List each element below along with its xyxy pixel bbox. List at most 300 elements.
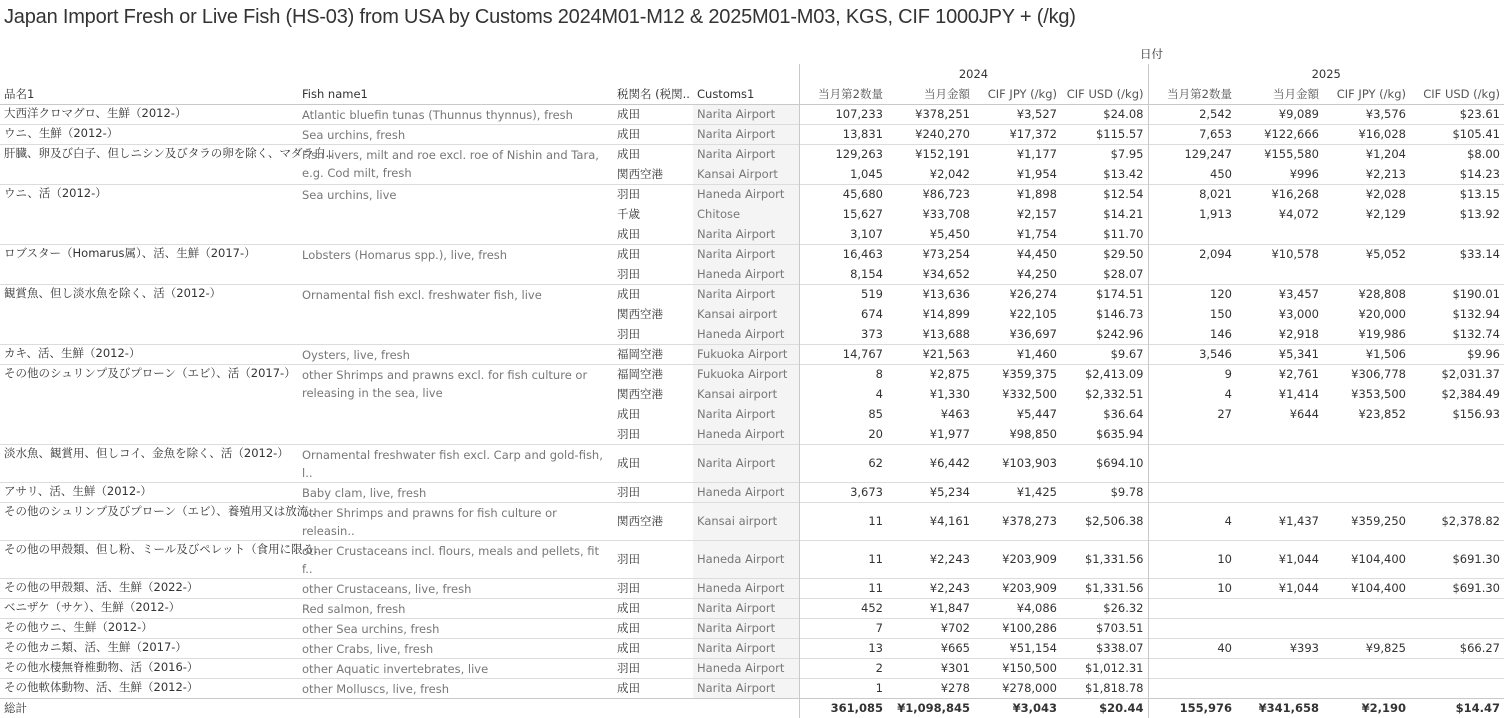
table-row[interactable] (0, 144, 1504, 164)
customs-jp-cell: 羽田 (613, 482, 693, 502)
col-header-amount-2024[interactable]: 当月金額 (887, 84, 974, 104)
value-cell: ¥393 (1236, 638, 1323, 658)
value-cell: $2,332.51 (1084, 387, 1144, 401)
value-cell: $36.64 (1103, 407, 1144, 421)
customs-jp-cell: 千歳 (617, 207, 640, 221)
value-cell: 129,263 (799, 144, 887, 164)
value-cell (1236, 424, 1323, 444)
value-cell: ¥3,527 (974, 104, 1061, 124)
customs-jp-cell: 羽田 (613, 184, 693, 204)
col-header-customs-en[interactable]: Customs1 (693, 84, 799, 104)
value-cell: ¥278 (887, 678, 974, 698)
customs-jp-cell: 成田 (613, 244, 693, 264)
grand-total-value: ¥3,043 (974, 698, 1061, 718)
value-cell: $11.70 (1103, 226, 1144, 241)
value-cell: 11 (799, 578, 887, 598)
item-name-cell: その他のシュリンプ及びプローン（エビ）、活（2017-） (0, 364, 298, 444)
value-cell: 20 (799, 424, 887, 444)
value-cell: ¥306,778 (1323, 364, 1410, 384)
item-name-cell: 観賞魚、但し淡水魚を除く、活（2012-） (0, 284, 298, 344)
customs-jp-cell: 羽田 (613, 540, 693, 578)
item-name-cell: 肝臓、卵及び白子、但しニシン及びタラの卵を除く、マダラ白.. (0, 144, 298, 184)
value-cell: 45,680 (799, 184, 887, 204)
col-header-fish[interactable]: Fish name1 (298, 84, 613, 104)
value-cell: ¥665 (887, 638, 974, 658)
value-cell (1323, 598, 1410, 618)
value-cell: ¥2,042 (929, 166, 970, 181)
value-cell: $29.50 (1061, 244, 1148, 264)
value-cell (1236, 618, 1323, 638)
value-cell: 8,021 (1148, 184, 1236, 204)
item-name-cell: ロブスター（Homarus属）、活、生鮮（2017-） (0, 244, 298, 284)
value-cell: 3,546 (1148, 344, 1236, 364)
value-cell: 2,094 (1148, 244, 1236, 264)
value-cell: $132.94 (1452, 307, 1500, 321)
value-cell: ¥4,072 (1278, 207, 1319, 221)
value-cell: 519 (799, 284, 887, 304)
value-cell (1148, 598, 1236, 618)
customs-jp-cell: 成田 (617, 407, 640, 421)
value-cell: 8,154 (799, 264, 887, 284)
value-cell: $9.78 (1061, 482, 1148, 502)
value-cell: 16,463 (799, 244, 887, 264)
value-cell: ¥104,400 (1323, 540, 1410, 578)
value-cell: $1,331.56 (1061, 578, 1148, 598)
value-cell: ¥51,154 (974, 638, 1061, 658)
value-cell: $8.00 (1410, 144, 1504, 164)
item-name-cell: ベニザケ（サケ）、生鮮（2012-） (0, 598, 298, 618)
value-cell (1236, 598, 1323, 618)
fish-name-cell: Oysters, live, fresh (298, 344, 613, 364)
value-cell: $338.07 (1061, 638, 1148, 658)
value-cell: $115.57 (1061, 124, 1148, 144)
value-cell (1148, 224, 1236, 244)
value-cell: $24.08 (1061, 104, 1148, 124)
value-cell: ¥10,578 (1236, 244, 1323, 264)
value-cell: ¥2,243 (887, 540, 974, 578)
item-name-cell: その他の甲殻類、但し粉、ミール及びペレット（食用に限る.. (0, 540, 298, 578)
value-cell: ¥21,563 (887, 344, 974, 364)
customs-jp-cell: 成田 (613, 444, 693, 482)
value-cell: ¥20,000 (1358, 307, 1406, 321)
value-cell: ¥2,761 (1236, 364, 1323, 384)
value-cell: ¥240,270 (887, 124, 974, 144)
customs-en-cell: Narita Airport (693, 144, 799, 164)
value-cell: $12.54 (1061, 184, 1148, 204)
value-cell: ¥22,105 (1009, 307, 1057, 321)
value-cell: 674 (799, 304, 887, 324)
value-cell: ¥378,251 (887, 104, 974, 124)
customs-en-cell: Kansai airport (693, 384, 799, 404)
value-cell: $2,378.82 (1410, 502, 1504, 540)
value-cell: $691.30 (1410, 540, 1504, 578)
value-cell: ¥1,414 (1278, 387, 1319, 401)
value-cell: ¥278,000 (974, 678, 1061, 698)
value-cell: ¥150,500 (974, 658, 1061, 678)
value-cell: ¥1,044 (1236, 578, 1323, 598)
value-cell: ¥3,576 (1323, 104, 1410, 124)
customs-jp-cell: 成田 (613, 144, 693, 164)
table-row[interactable] (0, 244, 1504, 264)
customs-en-cell: Narita Airport (693, 224, 799, 244)
value-cell: ¥1,204 (1323, 144, 1410, 164)
value-cell: ¥19,986 (1358, 326, 1406, 341)
value-cell: $9.96 (1410, 344, 1504, 364)
customs-en-cell: Narita Airport (693, 638, 799, 658)
value-cell (1148, 618, 1236, 638)
fish-name-cell: Sea urchins, fresh (298, 124, 613, 144)
value-cell: $1,818.78 (1061, 678, 1148, 698)
fish-name-cell: other Aquatic invertebrates, live (298, 658, 613, 678)
customs-jp-cell: 成田 (613, 678, 693, 698)
value-cell: $242.96 (1095, 326, 1144, 341)
value-cell: $1,012.31 (1061, 658, 1148, 678)
value-cell: $132.74 (1452, 326, 1500, 341)
item-name-cell: カキ、活、生鮮（2012-） (0, 344, 298, 364)
customs-jp-cell: 羽田 (613, 658, 693, 678)
value-cell (1148, 678, 1236, 698)
value-cell (1323, 264, 1410, 284)
grand-total-value: $14.47 (1410, 698, 1504, 718)
year-header-2024: 2024 (799, 64, 1148, 84)
customs-en-cell: Chitose (693, 204, 799, 224)
customs-en-cell: Haneda Airport (693, 184, 799, 204)
value-cell: $33.14 (1410, 244, 1504, 264)
value-cell (1410, 658, 1504, 678)
col-header-cif-usd-2024[interactable]: CIF USD (/kg) (1061, 84, 1148, 104)
col-header-amount-2025[interactable]: 当月金額 (1236, 84, 1323, 104)
value-cell: 3,673 (799, 482, 887, 502)
value-cell: ¥1,847 (887, 598, 974, 618)
value-cell: $14.21 (1103, 207, 1144, 221)
fish-name-cell: other Sea urchins, fresh (298, 618, 613, 638)
value-cell: ¥4,161 (887, 502, 974, 540)
value-cell: 10 (1148, 578, 1236, 598)
value-cell: 373 (799, 324, 887, 344)
value-cell: ¥4,250 (1016, 266, 1057, 281)
item-name-cell: ウニ、活（2012-） (0, 184, 298, 244)
customs-jp-cell: 関西空港 (617, 387, 663, 401)
value-cell: ¥1,044 (1236, 540, 1323, 578)
grand-total-value: ¥1,098,845 (887, 698, 974, 718)
value-cell: $13.15 (1410, 184, 1504, 204)
value-cell (1323, 444, 1410, 482)
item-name-cell: その他水棲無脊椎動物、活（2016-） (0, 658, 298, 678)
value-cell: ¥353,500 (1351, 387, 1406, 401)
value-cell: 150 (1148, 304, 1236, 324)
value-cell: ¥1,506 (1323, 344, 1410, 364)
value-cell: 450 (1148, 164, 1236, 184)
value-cell: ¥5,052 (1323, 244, 1410, 264)
value-cell: ¥359,375 (974, 364, 1061, 384)
value-cell: ¥2,129 (1365, 207, 1406, 221)
value-cell (1323, 678, 1410, 698)
value-cell: 146 (1148, 324, 1236, 344)
value-cell: ¥33,708 (922, 207, 970, 221)
customs-en-cell: Narita Airport (693, 618, 799, 638)
col-header-qty-2024[interactable]: 当月第2数量 (799, 84, 887, 104)
fish-name-cell: Sea urchins, live (298, 184, 613, 244)
table-row[interactable] (0, 598, 1504, 618)
customs-jp-cell: 関西空港 (613, 502, 693, 540)
customs-en-cell: Narita Airport (693, 104, 799, 124)
value-cell: 7,653 (1148, 124, 1236, 144)
value-cell: ¥14,899 (922, 307, 970, 321)
value-cell: 11 (799, 502, 887, 540)
value-cell: 1,045 (799, 164, 887, 184)
value-cell (1236, 224, 1323, 244)
value-cell: 2,542 (1148, 104, 1236, 124)
value-cell (1148, 424, 1236, 444)
value-cell: ¥5,450 (929, 226, 970, 241)
value-cell: ¥1,425 (974, 482, 1061, 502)
table-row[interactable] (0, 124, 1504, 144)
value-cell: ¥2,028 (1323, 184, 1410, 204)
value-cell (1323, 424, 1410, 444)
value-cell: ¥16,268 (1236, 184, 1323, 204)
item-name-cell: ウニ、生鮮（2012-） (0, 124, 298, 144)
value-cell: ¥203,909 (974, 578, 1061, 598)
customs-en-cell: Kansai airport (693, 502, 799, 540)
value-cell: $9.67 (1061, 344, 1148, 364)
value-cell: ¥359,250 (1323, 502, 1410, 540)
customs-en-cell: Fukuoka Airport (693, 344, 799, 364)
year-header-2025: 2025 (1148, 64, 1504, 84)
value-cell: ¥9,825 (1323, 638, 1410, 658)
item-name-cell: その他ウニ、生鮮（2012-） (0, 618, 298, 638)
value-cell: $14.23 (1459, 166, 1500, 181)
table-row[interactable] (0, 184, 1504, 204)
table-row[interactable] (0, 344, 1504, 364)
customs-jp-cell: 福岡空港 (613, 364, 693, 384)
value-cell: ¥2,213 (1365, 166, 1406, 181)
value-cell (1323, 658, 1410, 678)
table-row[interactable] (0, 540, 1504, 578)
value-cell (1236, 264, 1323, 284)
value-cell: 120 (1148, 284, 1236, 304)
table-row[interactable] (0, 578, 1504, 598)
value-cell: ¥13,688 (922, 326, 970, 341)
fish-name-cell: other Crabs, live, fresh (298, 638, 613, 658)
value-cell: $190.01 (1410, 284, 1504, 304)
table-row[interactable] (0, 618, 1504, 638)
table-row[interactable] (0, 638, 1504, 658)
value-cell: ¥122,666 (1236, 124, 1323, 144)
grand-total-row (0, 698, 1504, 718)
value-cell (1410, 444, 1504, 482)
value-cell: ¥1,460 (974, 344, 1061, 364)
fish-name-cell: Baby clam, live, fresh (298, 482, 613, 502)
value-cell: ¥23,852 (1358, 407, 1406, 421)
grand-total-value: $20.44 (1061, 698, 1148, 718)
customs-jp-cell: 羽田 (617, 426, 640, 441)
value-cell (1323, 618, 1410, 638)
grand-total-value: 155,976 (1148, 698, 1236, 718)
item-name-cell: 大西洋クロマグロ、生鮮（2012-） (0, 104, 298, 124)
value-cell: $174.51 (1061, 284, 1148, 304)
value-cell: 9 (1148, 364, 1236, 384)
col-header-qty-2025[interactable]: 当月第2数量 (1148, 84, 1236, 104)
value-cell: ¥1,330 (929, 387, 970, 401)
value-cell: ¥17,372 (974, 124, 1061, 144)
item-name-cell: その他の甲殻類、活、生鮮（2022-） (0, 578, 298, 598)
value-cell: ¥1,898 (974, 184, 1061, 204)
table-row[interactable] (0, 502, 1504, 540)
customs-en-cell: Narita Airport (693, 444, 799, 482)
customs-en-cell: Haneda Airport (693, 658, 799, 678)
grand-total-value: ¥2,190 (1323, 698, 1410, 718)
value-cell: ¥332,500 (1002, 387, 1057, 401)
table-row[interactable] (0, 658, 1504, 678)
item-name-cell: 淡水魚、観賞用、但しコイ、金魚を除く、活（2012-） (0, 444, 298, 482)
value-cell: ¥13,636 (887, 284, 974, 304)
value-cell: $2,384.49 (1441, 387, 1500, 401)
value-cell (1410, 482, 1504, 502)
value-cell: $7.95 (1061, 144, 1148, 164)
table-row[interactable] (0, 104, 1504, 124)
customs-jp-cell: 成田 (613, 618, 693, 638)
value-cell: 8 (799, 364, 887, 384)
col-header-cif-usd-2025[interactable]: CIF USD (/kg) (1410, 84, 1504, 104)
value-cell: ¥152,191 (887, 144, 974, 164)
value-cell: $26.32 (1061, 598, 1148, 618)
value-cell: 27 (1148, 404, 1236, 424)
fish-name-cell: Ornamental fish excl. freshwater fish, live (298, 284, 613, 344)
value-cell: $105.41 (1410, 124, 1504, 144)
value-cell: 15,627 (799, 204, 887, 224)
value-cell: ¥463 (940, 407, 970, 421)
customs-jp-cell: 成田 (617, 226, 640, 241)
customs-en-cell: Haneda Airport (693, 482, 799, 502)
customs-jp-cell: 成田 (613, 124, 693, 144)
value-cell (1236, 482, 1323, 502)
item-name-cell: その他のシュリンプ及びプローン（エビ）、養殖用又は放流.. (0, 502, 298, 540)
customs-jp-cell: 成田 (613, 598, 693, 618)
table-row[interactable] (0, 284, 1504, 304)
value-cell: ¥9,089 (1236, 104, 1323, 124)
value-cell: ¥4,450 (974, 244, 1061, 264)
fish-name-cell: Red salmon, fresh (298, 598, 613, 618)
value-cell (1236, 444, 1323, 482)
value-cell (1148, 482, 1236, 502)
value-cell: ¥2,918 (1278, 326, 1319, 341)
value-cell: 85 (799, 404, 887, 424)
value-cell: ¥104,400 (1323, 578, 1410, 598)
value-cell: ¥86,723 (887, 184, 974, 204)
col-header-item[interactable]: 品名1 (0, 84, 298, 104)
value-cell (1236, 658, 1323, 678)
customs-jp-cell: 羽田 (617, 326, 640, 341)
value-cell: 4 (1148, 502, 1236, 540)
value-cell: ¥28,808 (1323, 284, 1410, 304)
col-header-cif-jpy-2025[interactable]: CIF JPY (/kg) (1323, 84, 1410, 104)
value-cell: 1,913 (1148, 204, 1236, 224)
value-cell: ¥4,086 (974, 598, 1061, 618)
value-cell: $28.07 (1103, 266, 1144, 281)
value-cell: $156.93 (1452, 407, 1500, 421)
customs-en-cell: Haneda Airport (693, 540, 799, 578)
value-cell: ¥16,028 (1323, 124, 1410, 144)
fish-name-cell: other Shrimps and prawns excl. for fish culture or releasing in the sea, live (298, 364, 613, 444)
value-cell: ¥2,243 (887, 578, 974, 598)
value-cell: ¥73,254 (887, 244, 974, 264)
value-cell: $703.51 (1061, 618, 1148, 638)
value-cell: 62 (799, 444, 887, 482)
customs-en-cell: Haneda Airport (693, 578, 799, 598)
table-row[interactable] (0, 482, 1504, 502)
value-cell (1323, 482, 1410, 502)
value-cell: ¥1,754 (1016, 226, 1057, 241)
fish-name-cell: Atlantic bluefin tunas (Thunnus thynnus), fresh (298, 104, 613, 124)
value-cell: $691.30 (1410, 578, 1504, 598)
item-name-cell: アサリ、活、生鮮（2012-） (0, 482, 298, 502)
value-cell: 452 (799, 598, 887, 618)
col-header-customs-jp[interactable]: 税関名 (税関.. (613, 84, 693, 104)
customs-jp-cell: 成田 (613, 104, 693, 124)
value-cell: $13.92 (1459, 207, 1500, 221)
customs-en-cell: Narita Airport (693, 124, 799, 144)
value-cell: $66.27 (1410, 638, 1504, 658)
fish-name-cell: other Crustaceans, live, fresh (298, 578, 613, 598)
value-cell: $23.61 (1410, 104, 1504, 124)
grand-total-value: 361,085 (799, 698, 887, 718)
customs-en-cell: Narita Airport (693, 404, 799, 424)
table-row[interactable] (0, 678, 1504, 698)
customs-jp-cell: 成田 (613, 284, 693, 304)
customs-en-cell: Fukuoka Airport (693, 364, 799, 384)
grand-total-value: ¥341,658 (1236, 698, 1323, 718)
value-cell: 4 (1148, 384, 1236, 404)
value-cell: ¥5,341 (1236, 344, 1323, 364)
table-row[interactable] (0, 444, 1504, 482)
value-cell: $2,413.09 (1061, 364, 1148, 384)
value-cell: 4 (799, 384, 887, 404)
value-cell: 14,767 (799, 344, 887, 364)
col-header-cif-jpy-2024[interactable]: CIF JPY (/kg) (974, 84, 1061, 104)
value-cell: ¥644 (1289, 407, 1319, 421)
value-cell (1410, 598, 1504, 618)
value-cell: 7 (799, 618, 887, 638)
value-cell: ¥103,903 (974, 444, 1061, 482)
value-cell: ¥6,442 (887, 444, 974, 482)
customs-en-cell: Haneda Airport (693, 424, 799, 444)
customs-en-cell: Kansai Airport (693, 164, 799, 184)
value-cell: $635.94 (1095, 426, 1144, 441)
value-cell (1236, 678, 1323, 698)
value-cell: $2,031.37 (1410, 364, 1504, 384)
value-cell: 129,247 (1148, 144, 1236, 164)
value-cell: ¥3,000 (1278, 307, 1319, 321)
customs-en-cell: Kansai airport (693, 304, 799, 324)
table-row[interactable] (0, 364, 1504, 384)
fish-name-cell: Lobsters (Homarus spp.), live, fresh (298, 244, 613, 284)
value-cell: 13,831 (799, 124, 887, 144)
value-cell: 40 (1148, 638, 1236, 658)
value-cell: $2,506.38 (1061, 502, 1148, 540)
value-cell: ¥3,457 (1236, 284, 1323, 304)
value-cell: ¥1,977 (929, 426, 970, 441)
value-cell: 11 (799, 540, 887, 578)
value-cell (1323, 224, 1410, 244)
value-cell (1410, 224, 1504, 244)
fish-name-cell: other Crustaceans incl. flours, meals and pellets, fit f.. (298, 540, 613, 578)
item-name-cell: その他カニ類、活、生鮮（2017-） (0, 638, 298, 658)
value-cell: ¥5,447 (1016, 407, 1057, 421)
fish-name-cell: other Molluscs, live, fresh (298, 678, 613, 698)
value-cell: ¥100,286 (974, 618, 1061, 638)
customs-en-cell: Narita Airport (693, 598, 799, 618)
value-cell: $1,331.56 (1061, 540, 1148, 578)
